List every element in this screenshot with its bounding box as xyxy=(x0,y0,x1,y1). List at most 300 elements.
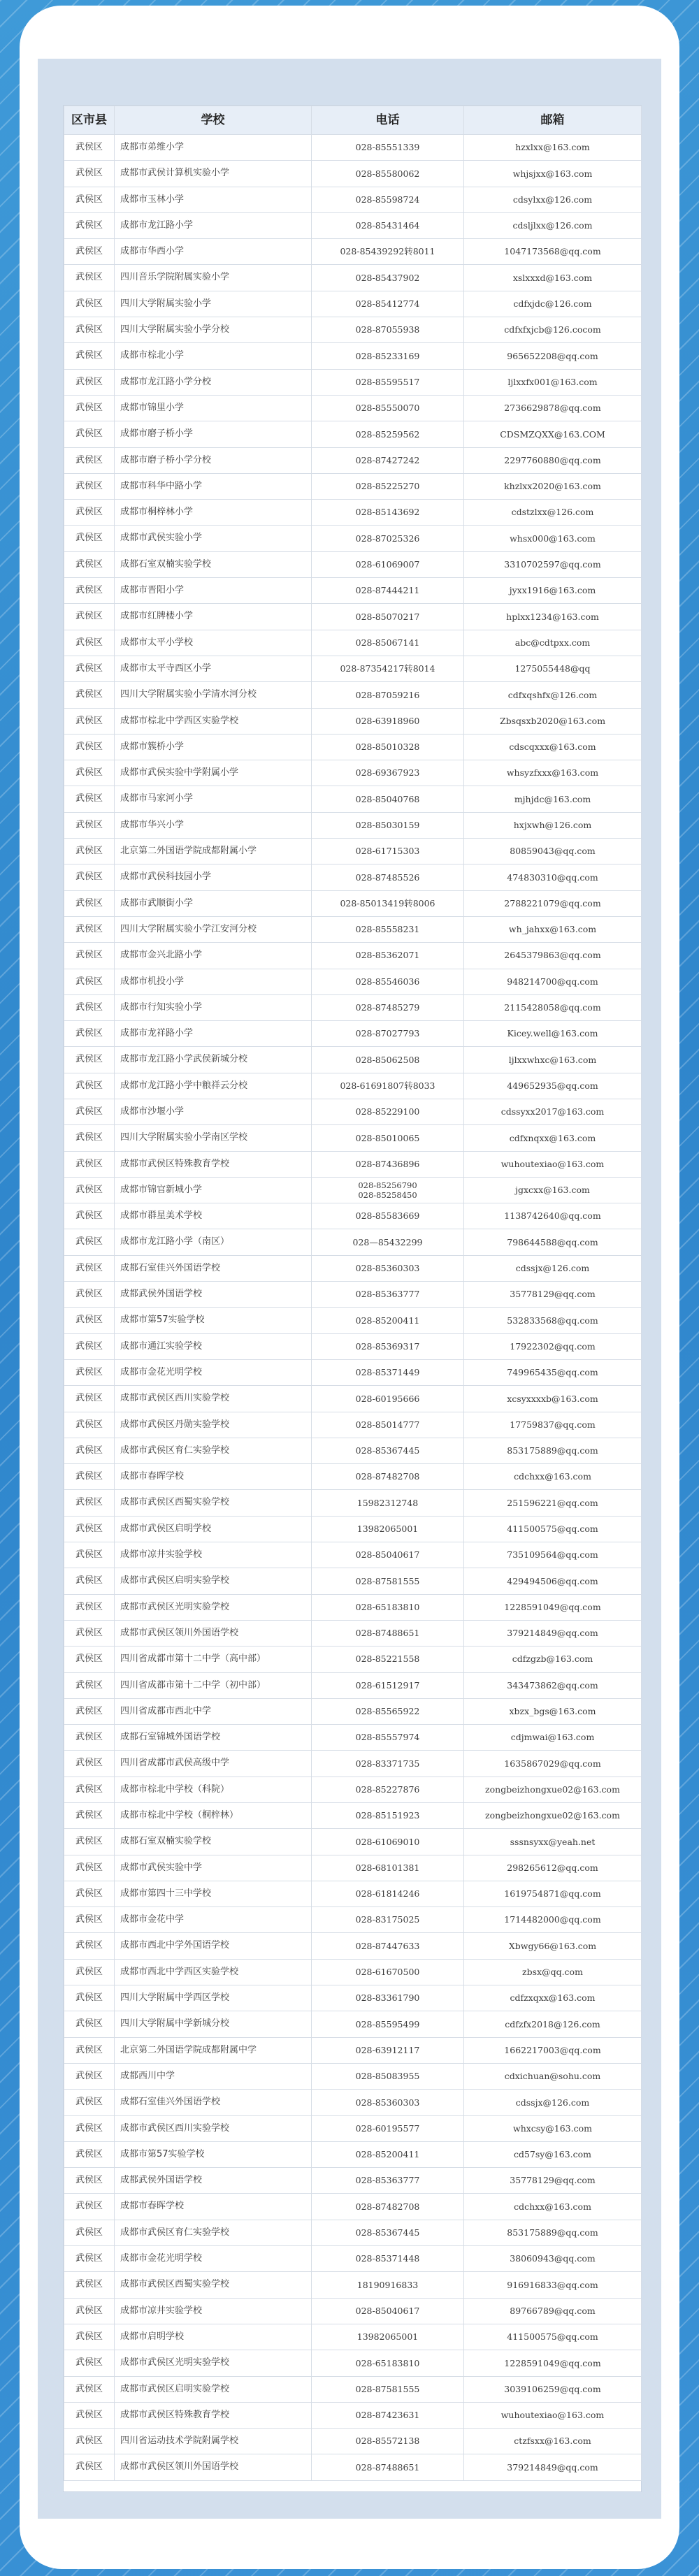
district-cell: 武侯区 xyxy=(64,2376,115,2402)
table-row xyxy=(64,1047,642,1073)
email-cell: 853175889@qq.com xyxy=(464,1438,642,1463)
district-cell: 武侯区 xyxy=(64,578,115,604)
email-cell: cdfxfxjcb@126.cocom xyxy=(464,317,642,343)
table-row xyxy=(64,551,642,577)
email-cell: whsx000@163.com xyxy=(464,526,642,551)
district-cell: 武侯区 xyxy=(64,2011,115,2037)
phone-cell: 028-85371448 xyxy=(312,2246,464,2272)
phone-cell: 028-85431464 xyxy=(312,212,464,238)
school-name-cell: 成都石室双楠实验学校 xyxy=(115,551,312,577)
table-row xyxy=(64,291,642,317)
district-cell: 武侯区 xyxy=(64,526,115,551)
table-row xyxy=(64,1516,642,1542)
phone-cell: 028-63912117 xyxy=(312,2037,464,2063)
phone-cell: 028-87581555 xyxy=(312,2376,464,2402)
district-cell: 武侯区 xyxy=(64,1777,115,1802)
district-cell: 武侯区 xyxy=(64,1725,115,1751)
school-name-cell: 成都市玉林小学 xyxy=(115,187,312,212)
district-cell: 武侯区 xyxy=(64,1855,115,1881)
email-cell: 17922302@qq.com xyxy=(464,1333,642,1359)
email-cell: 3039106259@qq.com xyxy=(464,2376,642,2402)
email-cell: cdssjx@126.com xyxy=(464,1255,642,1281)
district-cell: 武侯区 xyxy=(64,2298,115,2324)
table-row xyxy=(64,1386,642,1412)
district-cell: 武侯区 xyxy=(64,1542,115,1568)
table-row xyxy=(64,1177,642,1203)
table-row xyxy=(64,1542,642,1568)
email-cell: 1228591049@qq.com xyxy=(464,2350,642,2376)
school-name-cell: 成都市华西小学 xyxy=(115,239,312,265)
email-cell: zongbeizhongxue02@163.com xyxy=(464,1777,642,1802)
district-cell: 武侯区 xyxy=(64,317,115,343)
email-cell: cdscqxxx@163.com xyxy=(464,734,642,760)
email-cell: 17759837@qq.com xyxy=(464,1412,642,1438)
table-row xyxy=(64,916,642,942)
email-cell: jgxcxx@163.com xyxy=(464,1177,642,1203)
school-name-cell: 成都市金花中学 xyxy=(115,1907,312,1933)
school-name-cell: 四川省运动技术学院附属学校 xyxy=(115,2429,312,2454)
district-cell: 武侯区 xyxy=(64,682,115,708)
phone-cell: 028-85371449 xyxy=(312,1359,464,1385)
school-name-cell: 成都市行知实验小学 xyxy=(115,994,312,1020)
table-row xyxy=(64,656,642,681)
table-row xyxy=(64,1594,642,1620)
district-cell: 武侯区 xyxy=(64,1203,115,1229)
phone-cell: 028-87059216 xyxy=(312,682,464,708)
table-row xyxy=(64,839,642,864)
table-row xyxy=(64,1359,642,1385)
phone-cell: 028-85360303 xyxy=(312,2090,464,2115)
school-name-cell: 成都市武侯区育仁实验学校 xyxy=(115,1438,312,1463)
email-cell: Zbsqsxb2020@163.com xyxy=(464,708,642,734)
table-row xyxy=(64,2454,642,2480)
district-cell: 武侯区 xyxy=(64,1907,115,1933)
school-name-cell: 成都市马家河小学 xyxy=(115,786,312,812)
email-cell: hplxx1234@163.com xyxy=(464,604,642,630)
district-cell: 武侯区 xyxy=(64,161,115,187)
school-name-cell: 成都市武侯区光明实验学校 xyxy=(115,2350,312,2376)
school-name-cell: 成都西川中学 xyxy=(115,2063,312,2089)
district-cell: 武侯区 xyxy=(64,760,115,786)
table-row xyxy=(64,1464,642,1490)
school-name-cell: 成都武侯外国语学校 xyxy=(115,2168,312,2194)
school-name-cell: 成都市机投小学 xyxy=(115,969,312,994)
email-cell: cdfzfx2018@126.com xyxy=(464,2011,642,2037)
table-row xyxy=(64,578,642,604)
school-name-cell: 成都市武侯计算机实验小学 xyxy=(115,161,312,187)
phone-cell: 028-85572138 xyxy=(312,2429,464,2454)
district-cell: 武侯区 xyxy=(64,1099,115,1124)
table-body xyxy=(64,135,642,2481)
table-row xyxy=(64,1698,642,1724)
table-row xyxy=(64,1099,642,1124)
phone-cell: 028-65183810 xyxy=(312,2350,464,2376)
email-cell: 1635867029@qq.com xyxy=(464,1751,642,1777)
table-row xyxy=(64,421,642,447)
district-cell: 武侯区 xyxy=(64,2350,115,2376)
district-cell: 武侯区 xyxy=(64,1829,115,1855)
phone-cell: 028-85083955 xyxy=(312,2063,464,2089)
table-row xyxy=(64,343,642,369)
school-name-cell: 成都市西北中学西区实验学校 xyxy=(115,1959,312,1985)
phone-cell: 028-85030159 xyxy=(312,812,464,838)
email-cell: 2736629878@qq.com xyxy=(464,395,642,421)
school-name-cell: 成都市武侯区育仁实验学校 xyxy=(115,2220,312,2245)
table-row xyxy=(64,1985,642,2011)
table-row xyxy=(64,1647,642,1672)
school-name-cell: 成都市棕北小学 xyxy=(115,343,312,369)
phone-cell: 028-87488651 xyxy=(312,1620,464,1646)
school-name-cell: 成都石室双楠实验学校 xyxy=(115,1829,312,1855)
phone-cell: 028-61691807转8033 xyxy=(312,1073,464,1099)
email-cell: whxcsy@163.com xyxy=(464,2115,642,2141)
phone-cell: 028-85256790 028-85258450 xyxy=(312,1177,464,1203)
district-cell: 武侯区 xyxy=(64,1803,115,1829)
phone-cell: 028-85367445 xyxy=(312,1438,464,1463)
table-row xyxy=(64,1672,642,1698)
email-cell: 948214700@qq.com xyxy=(464,969,642,994)
table-header-row xyxy=(64,106,642,135)
email-cell: sssnsyxx@yeah.net xyxy=(464,1829,642,1855)
phone-cell: 028-85583669 xyxy=(312,1203,464,1229)
district-cell: 武侯区 xyxy=(64,734,115,760)
table-row xyxy=(64,812,642,838)
district-cell: 武侯区 xyxy=(64,1464,115,1490)
school-name-cell: 成都市武侯实验中学附属小学 xyxy=(115,760,312,786)
table-row xyxy=(64,1751,642,1777)
district-cell: 武侯区 xyxy=(64,395,115,421)
school-name-cell: 成都武侯外国语学校 xyxy=(115,1282,312,1308)
email-cell: 379214849@qq.com xyxy=(464,1620,642,1646)
phone-cell: 028-85040617 xyxy=(312,2298,464,2324)
school-name-cell: 成都市第57实验学校 xyxy=(115,2141,312,2167)
email-cell: 298265612@qq.com xyxy=(464,1855,642,1881)
email-cell: whsyzfxxx@163.com xyxy=(464,760,642,786)
phone-cell: 028-87436896 xyxy=(312,1151,464,1177)
table-row xyxy=(64,2063,642,2089)
district-cell: 武侯区 xyxy=(64,2168,115,2194)
school-name-cell: 北京第二外国语学院成都附属中学 xyxy=(115,2037,312,2063)
phone-cell: 028-87055938 xyxy=(312,317,464,343)
email-cell: 1662217003@qq.com xyxy=(464,2037,642,2063)
school-name-cell: 成都市龙江路小学分校 xyxy=(115,369,312,395)
phone-cell: 028-87027793 xyxy=(312,1021,464,1047)
district-cell: 武侯区 xyxy=(64,500,115,526)
district-cell: 武侯区 xyxy=(64,2115,115,2141)
table-row xyxy=(64,1907,642,1933)
table-row xyxy=(64,369,642,395)
district-cell: 武侯区 xyxy=(64,1933,115,1959)
district-cell: 武侯区 xyxy=(64,994,115,1020)
table-row xyxy=(64,447,642,473)
phone-cell: 18190916833 xyxy=(312,2272,464,2298)
phone-cell: 028-87447633 xyxy=(312,1933,464,1959)
school-name-cell: 成都市武侯区西川实验学校 xyxy=(115,2115,312,2141)
phone-cell: 028-87485279 xyxy=(312,994,464,1020)
school-name-cell: 成都市簇桥小学 xyxy=(115,734,312,760)
table-row xyxy=(64,1438,642,1463)
school-name-cell: 成都市龙江路小学（南区） xyxy=(115,1229,312,1255)
phone-cell: 028-60195666 xyxy=(312,1386,464,1412)
phone-cell: 028-85070217 xyxy=(312,604,464,630)
email-cell: jyxx1916@163.com xyxy=(464,578,642,604)
school-name-cell: 四川大学附属实验小学 xyxy=(115,291,312,317)
district-cell: 武侯区 xyxy=(64,864,115,890)
phone-cell: 028-85546036 xyxy=(312,969,464,994)
table-row xyxy=(64,1803,642,1829)
phone-cell: 028-85067141 xyxy=(312,630,464,656)
school-name-cell: 成都市武侯区特殊教育学校 xyxy=(115,1151,312,1177)
school-name-cell: 成都市武侯实验小学 xyxy=(115,526,312,551)
phone-cell: 028-85558231 xyxy=(312,916,464,942)
school-name-cell: 成都市西北中学外国语学校 xyxy=(115,1933,312,1959)
school-name-cell: 成都市武侯区西蜀实验学校 xyxy=(115,1490,312,1516)
school-name-cell: 四川大学附属实验小学江安河分校 xyxy=(115,916,312,942)
district-cell: 武侯区 xyxy=(64,265,115,291)
table-row xyxy=(64,2246,642,2272)
district-cell: 武侯区 xyxy=(64,212,115,238)
email-cell: 2297760880@qq.com xyxy=(464,447,642,473)
email-cell: cdfxnqxx@163.com xyxy=(464,1125,642,1151)
district-cell: 武侯区 xyxy=(64,1985,115,2011)
table-row xyxy=(64,1255,642,1281)
table-row xyxy=(64,317,642,343)
district-cell: 武侯区 xyxy=(64,2272,115,2298)
school-name-cell: 成都市武侯区光明实验学校 xyxy=(115,1594,312,1620)
email-cell: cdsljlxx@126.com xyxy=(464,212,642,238)
phone-cell: 028-85360303 xyxy=(312,1255,464,1281)
school-name-cell: 成都市棕北中学校（科院） xyxy=(115,1777,312,1802)
phone-cell: 028-63918960 xyxy=(312,708,464,734)
phone-cell: 028-85598724 xyxy=(312,187,464,212)
table-row xyxy=(64,708,642,734)
school-name-cell: 四川大学附属中学西区学校 xyxy=(115,1985,312,2011)
table-row xyxy=(64,500,642,526)
phone-cell: 028-85040617 xyxy=(312,1542,464,1568)
email-cell: 749965435@qq.com xyxy=(464,1359,642,1385)
table-row xyxy=(64,630,642,656)
school-name-cell: 四川大学附属中学新城分校 xyxy=(115,2011,312,2037)
phone-cell: 028-85580062 xyxy=(312,161,464,187)
phone-cell: 028-85369317 xyxy=(312,1333,464,1359)
email-cell: 2115428058@qq.com xyxy=(464,994,642,1020)
district-cell: 武侯区 xyxy=(64,135,115,161)
table-row xyxy=(64,239,642,265)
phone-cell: 028-69367923 xyxy=(312,760,464,786)
school-name-cell: 四川大学附属实验小学南区学校 xyxy=(115,1125,312,1151)
school-name-cell: 成都市启明学校 xyxy=(115,2324,312,2350)
email-cell: 798644588@qq.com xyxy=(464,1229,642,1255)
table-row xyxy=(64,994,642,1020)
table-row xyxy=(64,943,642,969)
table-row xyxy=(64,1073,642,1099)
table-row xyxy=(64,760,642,786)
email-cell: 735109564@qq.com xyxy=(464,1542,642,1568)
table-row xyxy=(64,1829,642,1855)
district-cell: 武侯区 xyxy=(64,1177,115,1203)
phone-cell: 028-87354217转8014 xyxy=(312,656,464,681)
email-cell: ljlxxfx001@163.com xyxy=(464,369,642,395)
table-row xyxy=(64,1777,642,1802)
school-name-cell: 成都市科华中路小学 xyxy=(115,473,312,499)
table-row xyxy=(64,604,642,630)
school-name-cell: 四川音乐学院附属实验小学 xyxy=(115,265,312,291)
district-cell: 武侯区 xyxy=(64,1021,115,1047)
table-row xyxy=(64,2429,642,2454)
district-cell: 武侯区 xyxy=(64,1620,115,1646)
school-name-cell: 成都市晋阳小学 xyxy=(115,578,312,604)
email-cell: whjsjxx@163.com xyxy=(464,161,642,187)
school-name-cell: 成都市金花光明学校 xyxy=(115,1359,312,1385)
table-row xyxy=(64,890,642,916)
email-cell: Kicey.well@163.com xyxy=(464,1021,642,1047)
header-phone: 电话 xyxy=(312,106,464,135)
phone-cell: 028-60195577 xyxy=(312,2115,464,2141)
district-cell: 武侯区 xyxy=(64,969,115,994)
school-name-cell: 四川大学附属实验小学分校 xyxy=(115,317,312,343)
school-name-cell: 四川省成都市武侯高级中学 xyxy=(115,1751,312,1777)
phone-cell: 028-68101381 xyxy=(312,1855,464,1881)
school-name-cell: 成都市桐梓林小学 xyxy=(115,500,312,526)
school-name-cell: 成都石室锦城外国语学校 xyxy=(115,1725,312,1751)
table-row xyxy=(64,1308,642,1333)
phone-cell: 028-87423631 xyxy=(312,2402,464,2428)
school-name-cell: 成都市武侯区领川外国语学校 xyxy=(115,2454,312,2480)
district-cell: 武侯区 xyxy=(64,1594,115,1620)
district-cell: 武侯区 xyxy=(64,551,115,577)
school-name-cell: 成都市磨子桥小学分校 xyxy=(115,447,312,473)
table-row xyxy=(64,2141,642,2167)
district-cell: 武侯区 xyxy=(64,1308,115,1333)
phone-cell: 028-87488651 xyxy=(312,2454,464,2480)
school-name-cell: 成都市武侯区领川外国语学校 xyxy=(115,1620,312,1646)
district-cell: 武侯区 xyxy=(64,2141,115,2167)
email-cell: 916916833@qq.com xyxy=(464,2272,642,2298)
district-cell: 武侯区 xyxy=(64,1959,115,1985)
email-cell: 1275055448@qq xyxy=(464,656,642,681)
email-cell: ljlxxwhxc@163.com xyxy=(464,1047,642,1073)
school-name-cell: 成都市第四十三中学校 xyxy=(115,1881,312,1906)
email-cell: cdchxx@163.com xyxy=(464,1464,642,1490)
table-row xyxy=(64,1959,642,1985)
district-cell: 武侯区 xyxy=(64,239,115,265)
district-cell: 武侯区 xyxy=(64,2402,115,2428)
table-row xyxy=(64,1412,642,1438)
phone-cell: 028-85363777 xyxy=(312,1282,464,1308)
email-cell: cdsylxx@126.com xyxy=(464,187,642,212)
email-cell: 38060943@qq.com xyxy=(464,2246,642,2272)
school-name-cell: 四川省成都市第十二中学（初中部） xyxy=(115,1672,312,1698)
school-name-cell: 北京第二外国语学院成都附属小学 xyxy=(115,839,312,864)
district-cell: 武侯区 xyxy=(64,656,115,681)
district-cell: 武侯区 xyxy=(64,1516,115,1542)
school-name-cell: 四川省成都市西北中学 xyxy=(115,1698,312,1724)
phone-cell: 028-87482708 xyxy=(312,1464,464,1490)
email-cell: Xbwgy66@163.com xyxy=(464,1933,642,1959)
district-cell: 武侯区 xyxy=(64,1047,115,1073)
table-row xyxy=(64,2350,642,2376)
table-row xyxy=(64,864,642,890)
email-cell: 411500575@qq.com xyxy=(464,2324,642,2350)
phone-cell: 028-85200411 xyxy=(312,1308,464,1333)
email-cell: wuhoutexiao@163.com xyxy=(464,2402,642,2428)
email-cell: cdchxx@163.com xyxy=(464,2194,642,2220)
district-cell: 武侯区 xyxy=(64,708,115,734)
table-row xyxy=(64,265,642,291)
school-name-cell: 成都市武侯区西川实验学校 xyxy=(115,1386,312,1412)
phone-cell: 028-61715303 xyxy=(312,839,464,864)
school-name-cell: 成都市群星美术学校 xyxy=(115,1203,312,1229)
table-row xyxy=(64,473,642,499)
district-cell: 武侯区 xyxy=(64,291,115,317)
school-name-cell: 成都市龙江路小学武侯新城分校 xyxy=(115,1047,312,1073)
school-name-cell: 成都市锦官新城小学 xyxy=(115,1177,312,1203)
email-cell: 411500575@qq.com xyxy=(464,1516,642,1542)
school-name-cell: 成都市太平小学校 xyxy=(115,630,312,656)
phone-cell: 028-85040768 xyxy=(312,786,464,812)
district-cell: 武侯区 xyxy=(64,812,115,838)
phone-cell: 028-85233169 xyxy=(312,343,464,369)
email-cell: 532833568@qq.com xyxy=(464,1308,642,1333)
phone-cell: 028-85143692 xyxy=(312,500,464,526)
district-cell: 武侯区 xyxy=(64,369,115,395)
school-name-cell: 成都市武侯区西蜀实验学校 xyxy=(115,2272,312,2298)
district-cell: 武侯区 xyxy=(64,1490,115,1516)
school-name-cell: 成都市武侯区特殊教育学校 xyxy=(115,2402,312,2428)
district-cell: 武侯区 xyxy=(64,1073,115,1099)
phone-cell: 028-87444211 xyxy=(312,578,464,604)
table-row xyxy=(64,1881,642,1906)
district-cell: 武侯区 xyxy=(64,343,115,369)
email-cell: xbzx_bgs@163.com xyxy=(464,1698,642,1724)
school-name-cell: 成都市沙堰小学 xyxy=(115,1099,312,1124)
district-cell: 武侯区 xyxy=(64,1647,115,1672)
district-cell: 武侯区 xyxy=(64,2090,115,2115)
school-name-cell: 成都市武顺街小学 xyxy=(115,890,312,916)
phone-cell: 028-85259562 xyxy=(312,421,464,447)
phone-cell: 028-85062508 xyxy=(312,1047,464,1073)
email-cell: xcsyxxxxb@163.com xyxy=(464,1386,642,1412)
district-cell: 武侯区 xyxy=(64,1229,115,1255)
phone-cell: 028-85013419转8006 xyxy=(312,890,464,916)
district-cell: 武侯区 xyxy=(64,447,115,473)
table-row xyxy=(64,135,642,161)
school-name-cell: 成都市通江实验学校 xyxy=(115,1333,312,1359)
school-name-cell: 成都市锦里小学 xyxy=(115,395,312,421)
email-cell: zbsx@qq.com xyxy=(464,1959,642,1985)
school-contact-table-sheet xyxy=(63,105,642,2492)
phone-cell: 13982065001 xyxy=(312,2324,464,2350)
email-cell: 89766789@qq.com xyxy=(464,2298,642,2324)
school-name-cell: 四川省成都市第十二中学（高中部） xyxy=(115,1647,312,1672)
email-cell: cdfxjdc@126.com xyxy=(464,291,642,317)
school-name-cell: 四川大学附属实验小学清水河分校 xyxy=(115,682,312,708)
email-cell: wh_jahxx@163.com xyxy=(464,916,642,942)
email-cell: cdstzlxx@126.com xyxy=(464,500,642,526)
table-row xyxy=(64,2272,642,2298)
email-cell: cdxichuan@sohu.com xyxy=(464,2063,642,2089)
email-cell: 429494506@qq.com xyxy=(464,1568,642,1594)
email-cell: cdfzgzb@163.com xyxy=(464,1647,642,1672)
school-name-cell: 成都市龙祥路小学 xyxy=(115,1021,312,1047)
phone-cell: 028-85362071 xyxy=(312,943,464,969)
table-row xyxy=(64,1855,642,1881)
phone-cell: 13982065001 xyxy=(312,1516,464,1542)
district-cell: 武侯区 xyxy=(64,604,115,630)
email-cell: 474830310@qq.com xyxy=(464,864,642,890)
district-cell: 武侯区 xyxy=(64,916,115,942)
table-row xyxy=(64,1333,642,1359)
